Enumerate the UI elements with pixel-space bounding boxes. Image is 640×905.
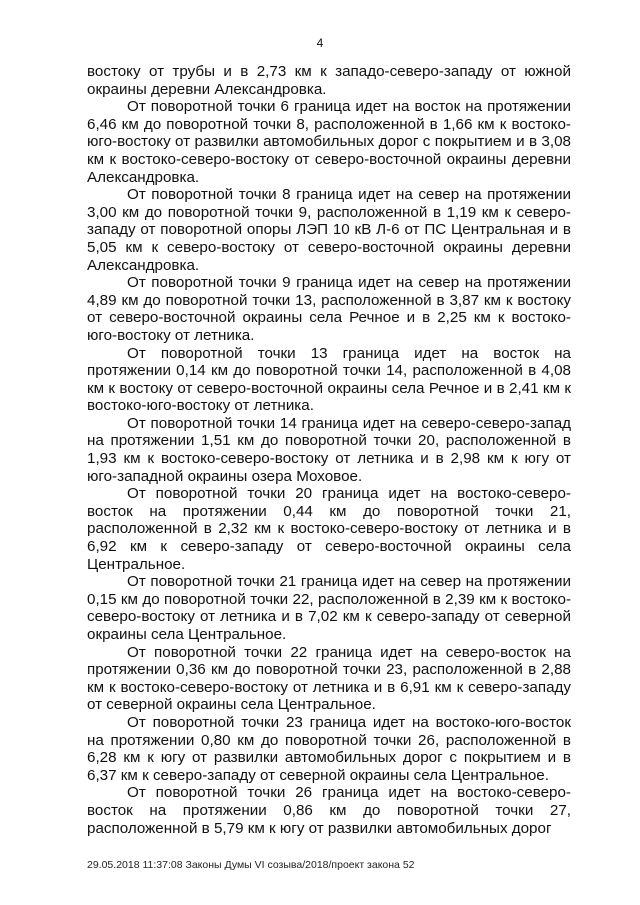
paragraph-point-6: От поворотной точки 6 граница идет на восток на протяжении 6,46 км до поворотной точки 8, расположенной в 1,66 км к востоко-юго-востоку от развилки автомобильных дорог с покрытием и в 3,08 км к востоко-северо-востоку от северо-восточной окраины деревни Александровка. xyxy=(87,98,571,186)
paragraph-point-8: От поворотной точки 8 граница идет на север на протяжении 3,00 км до поворотной точки 9, расположенной в 1,19 км к северо-западу от поворотной опоры ЛЭП 10 кВ Л-6 от ПС Центральная и в 5,05 км к северо-востоку от северо-восточной окраины деревни Александровка. xyxy=(87,186,571,274)
paragraph-continuation: востоку от трубы и в 2,73 км к западо-северо-западу от южной окраины деревни Александровка. xyxy=(87,63,571,98)
paragraph-point-20: От поворотной точки 20 граница идет на востоко-северо-восток на протяжении 0,44 км до поворотной точки 21, расположенной в 2,32 км к востоко-северо-востоку от летника и в 6,92 км к северо-западу от северо-восточной окраины села Центральное. xyxy=(87,485,571,573)
document-footer: 29.05.2018 11:37:08 Законы Думы VI созыва/2018/проект закона 52 xyxy=(87,859,415,871)
paragraph-point-21: От поворотной точки 21 граница идет на север на протяжении 0,15 км до поворотной точки 22, расположенной в 2,39 км к востоко-северо-востоку от летника и в 7,02 км к северо-западу от северной окраины села Центральное. xyxy=(87,573,571,643)
document-body xyxy=(87,63,571,837)
paragraph-point-9: От поворотной точки 9 граница идет на север на протяжении 4,89 км до поворотной точки 13, расположенной в 3,87 км к востоку от северо-восточной окраины села Речное и в 2,25 км к востоко-юго-востоку от летника. xyxy=(87,274,571,344)
page-number: 4 xyxy=(316,36,324,50)
paragraph-point-22: От поворотной точки 22 граница идет на северо-восток на протяжении 0,36 км до поворотной точки 23, расположенной в 2,88 км к востоко-северо-востоку от летника и в 6,91 км к северо-западу от северной окраины села Центральное. xyxy=(87,643,571,714)
paragraph-point-13: От поворотной точки 13 граница идет на восток на протяжении 0,14 км до поворотной точки 14, расположенной в 4,08 км к востоку от северо-восточной окраины села Речное и в 2,41 км к востоко-юго-востоку от летника. xyxy=(87,344,571,415)
paragraph-point-26: От поворотной точки 26 граница идет на востоко-северо-восток на протяжении 0,86 км до поворотной точки 27, расположенной в 5,79 км к югу от развилки автомобильных дорог xyxy=(87,784,571,837)
paragraph-point-23: От поворотной точки 23 граница идет на востоко-юго-восток на протяжении 0,80 км до поворотной точки 26, расположенной в 6,28 км к югу от развилки автомобильных дорог с покрытием и в 6,37 км к северо-западу от северной окраины села Центральное. xyxy=(87,713,571,784)
paragraph-point-14: От поворотной точки 14 граница идет на северо-северо-запад на протяжении 1,51 км до поворотной точки 20, расположенной в 1,93 км к востоко-северо-востоку от летника и в 2,98 км к югу от юго-западной окраины озера Моховое. xyxy=(87,414,571,485)
